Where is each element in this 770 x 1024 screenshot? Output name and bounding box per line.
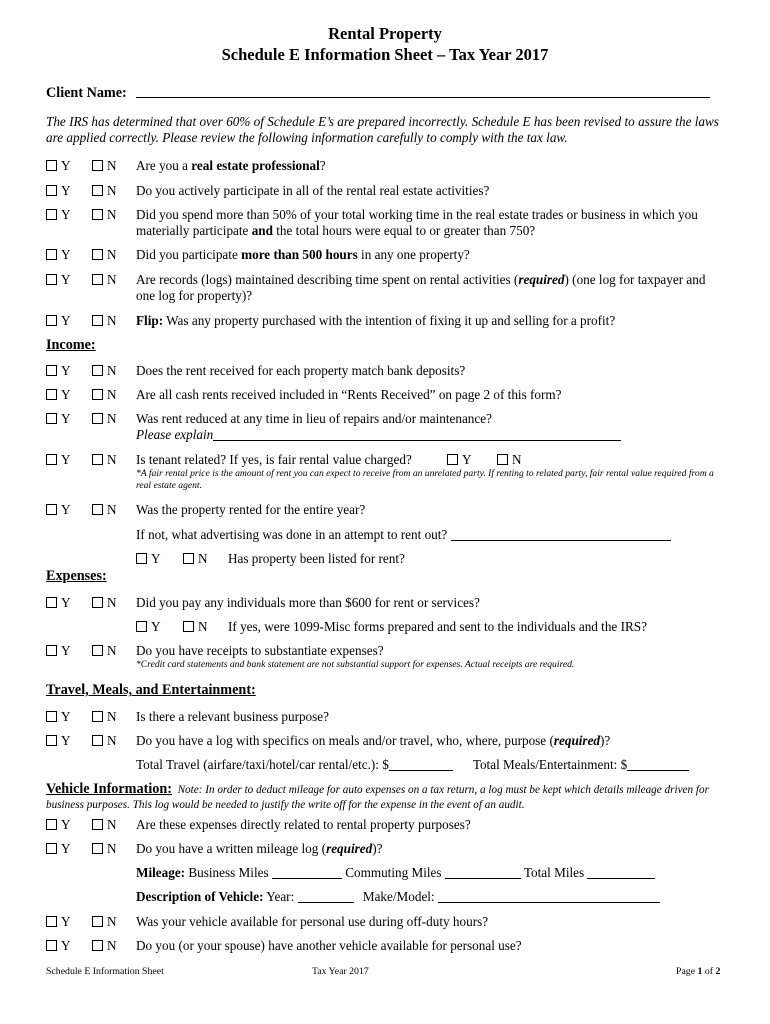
question-meals-travel-log: Do you have a log with specifics on meals and/or travel, who, where, purpose (required)?: [136, 733, 611, 748]
q4-yes-checkbox[interactable]: Y: [46, 247, 71, 263]
question-rental-related: Are these expenses directly related to rental property purposes?: [136, 817, 471, 832]
question-paid-over-600: Did you pay any individuals more than $600 for rent or services?: [136, 595, 480, 610]
listed-no-checkbox[interactable]: N: [183, 551, 208, 567]
rent-reduced-explain: Please explain: [136, 427, 736, 443]
q1-no-checkbox[interactable]: N: [92, 158, 117, 174]
fair-rent-yes-checkbox[interactable]: Y: [447, 452, 472, 468]
vehicle-q1-yes-checkbox[interactable]: Y: [46, 817, 71, 833]
q3-no-checkbox[interactable]: N: [92, 207, 117, 223]
vehicle-q3-yes-checkbox[interactable]: Y: [46, 914, 71, 930]
vehicle-q2-yes-checkbox[interactable]: Y: [46, 841, 71, 857]
question-rent-reduced: Was rent reduced at any time in lieu of repairs and/or maintenance?: [136, 411, 492, 426]
income-q1-no-checkbox[interactable]: N: [92, 363, 117, 379]
intro-text: The IRS has determined that over 60% of Schedule E’s are prepared incorrectly. Schedule E has been revised to assure the laws are applied correctly. Please review the following information carefully to comply with the tax law.: [46, 114, 719, 145]
travel-q2-yes-checkbox[interactable]: Y: [46, 733, 71, 749]
q2-yes-checkbox[interactable]: Y: [46, 183, 71, 199]
client-name-label: Client Name:: [46, 85, 127, 101]
income-q2-yes-checkbox[interactable]: Y: [46, 387, 71, 403]
question-flip: Flip: Was any property purchased with the intention of fixing it up and selling for a profit?: [136, 313, 616, 328]
1099-yes-checkbox[interactable]: Y: [136, 619, 161, 635]
question-listed-for-rent: Has property been listed for rent?: [228, 551, 405, 566]
total-miles-input[interactable]: [587, 878, 655, 879]
vehicle-note: Note: In order to deduct mileage for auto expenses on a tax return, a log must be kept which details mileage driven for business purposes. This log would be needed to justify the write off for the expense in the event of an audit.: [46, 784, 709, 811]
question-rented-entire-year: Was the property rented for the entire year?: [136, 502, 366, 517]
q6-yes-checkbox[interactable]: Y: [46, 313, 71, 329]
total-travel-input[interactable]: [389, 770, 453, 771]
question-business-purpose: Is there a relevant business purpose?: [136, 709, 329, 724]
question-rent-matches-deposits: Does the rent received for each property match bank deposits?: [136, 363, 466, 378]
q6-no-checkbox[interactable]: N: [92, 313, 117, 329]
question-500-hours: Did you participate more than 500 hours in any one property?: [136, 247, 470, 262]
income-q5-no-checkbox[interactable]: N: [92, 502, 117, 518]
1099-no-checkbox[interactable]: N: [183, 619, 208, 635]
question-active-participation: Do you actively participate in all of the rental real estate activities?: [136, 183, 490, 198]
question-1099-forms: If yes, were 1099-Misc forms prepared and sent to the individuals and the IRS?: [228, 619, 647, 634]
expenses-heading: Expenses:: [46, 568, 107, 584]
q5-yes-checkbox[interactable]: Y: [46, 272, 71, 288]
question-cash-rents-included: Are all cash rents received included in “Rents Received” on page 2 of this form?: [136, 387, 562, 402]
vehicle-q4-no-checkbox[interactable]: N: [92, 938, 117, 954]
make-model-input[interactable]: [438, 902, 660, 903]
advertising-input-line[interactable]: [451, 540, 671, 541]
question-another-vehicle: Do you (or your spouse) have another vehicle available for personal use?: [136, 938, 522, 953]
income-q1-yes-checkbox[interactable]: Y: [46, 363, 71, 379]
fair-rent-no-checkbox[interactable]: N: [497, 452, 522, 468]
income-heading: Income:: [46, 337, 96, 353]
business-miles-input[interactable]: [272, 878, 342, 879]
income-q3-yes-checkbox[interactable]: Y: [46, 411, 71, 427]
footer-page-number: Page 1 of 2: [676, 966, 721, 977]
q5-no-checkbox[interactable]: N: [92, 272, 117, 288]
vehicle-description-row: Description of Vehicle: Year: Make/Model:: [136, 889, 736, 905]
total-meals-input[interactable]: [627, 770, 689, 771]
vehicle-year-input[interactable]: [298, 902, 354, 903]
page-title: Rental Property: [328, 24, 442, 43]
travel-totals: Total Travel (airfare/taxi/hotel/car rental/etc.): $ Total Meals/Entertainment: $: [136, 757, 736, 773]
question-receipts: Do you have receipts to substantiate expenses?: [136, 643, 384, 658]
income-q4-no-checkbox[interactable]: N: [92, 452, 117, 468]
question-working-time: Did you spend more than 50% of your total working time in the real estate trades or business in which you materially participate and the total hours were equal to or greater than 750?: [136, 207, 698, 238]
page-subtitle: Schedule E Information Sheet – Tax Year 2017: [221, 45, 549, 64]
mileage-row: Mileage: Business Miles Commuting Miles Total Miles: [136, 865, 736, 881]
question-tenant-related: Is tenant related? If yes, is fair rental value charged?: [136, 452, 412, 467]
expenses-q2-yes-checkbox[interactable]: Y: [46, 643, 71, 659]
expenses-q2-no-checkbox[interactable]: N: [92, 643, 117, 659]
question-mileage-log: Do you have a written mileage log (required)?: [136, 841, 383, 856]
income-q5-yes-checkbox[interactable]: Y: [46, 502, 71, 518]
travel-q2-no-checkbox[interactable]: N: [92, 733, 117, 749]
client-name-field[interactable]: [136, 84, 710, 98]
q1-yes-checkbox[interactable]: Y: [46, 158, 71, 174]
q3-yes-checkbox[interactable]: Y: [46, 207, 71, 223]
income-q4-yes-checkbox[interactable]: Y: [46, 452, 71, 468]
vehicle-q1-no-checkbox[interactable]: N: [92, 817, 117, 833]
receipts-note: *Credit card statements and bank statement are not substantial support for expenses. Actual receipts are required.: [136, 659, 575, 670]
vehicle-section: [46, 782, 726, 813]
footer-left: Schedule E Information Sheet: [46, 966, 164, 977]
income-q3-no-checkbox[interactable]: N: [92, 411, 117, 427]
income-q2-no-checkbox[interactable]: N: [92, 387, 117, 403]
commuting-miles-input[interactable]: [445, 878, 521, 879]
vehicle-q2-no-checkbox[interactable]: N: [92, 841, 117, 857]
question-real-estate-professional: Are you a real estate professional?: [136, 158, 326, 173]
explain-input-line[interactable]: [213, 440, 621, 441]
q4-no-checkbox[interactable]: N: [92, 247, 117, 263]
question-personal-use: Was your vehicle available for personal use during off-duty hours?: [136, 914, 489, 929]
vehicle-q4-yes-checkbox[interactable]: Y: [46, 938, 71, 954]
q2-no-checkbox[interactable]: N: [92, 183, 117, 199]
vehicle-q3-no-checkbox[interactable]: N: [92, 914, 117, 930]
travel-heading: Travel, Meals, and Entertainment:: [46, 682, 256, 698]
question-records-logs: Are records (logs) maintained describing time spent on rental activities (required) (one log for taxpayer and one log for property)?: [136, 272, 706, 303]
travel-q1-no-checkbox[interactable]: N: [92, 709, 117, 725]
vehicle-heading: Vehicle Information:: [46, 781, 172, 797]
listed-yes-checkbox[interactable]: Y: [136, 551, 161, 567]
expenses-q1-yes-checkbox[interactable]: Y: [46, 595, 71, 611]
advertising-followup: If not, what advertising was done in an attempt to rent out?: [136, 527, 736, 543]
fair-rental-note: *A fair rental price is the amount of rent you can expect to receive from an unrelated party. If renting to related party, fair rental value required from a real estate agent.: [136, 468, 714, 491]
expenses-q1-no-checkbox[interactable]: N: [92, 595, 117, 611]
footer-center: Tax Year 2017: [312, 966, 369, 977]
travel-q1-yes-checkbox[interactable]: Y: [46, 709, 71, 725]
